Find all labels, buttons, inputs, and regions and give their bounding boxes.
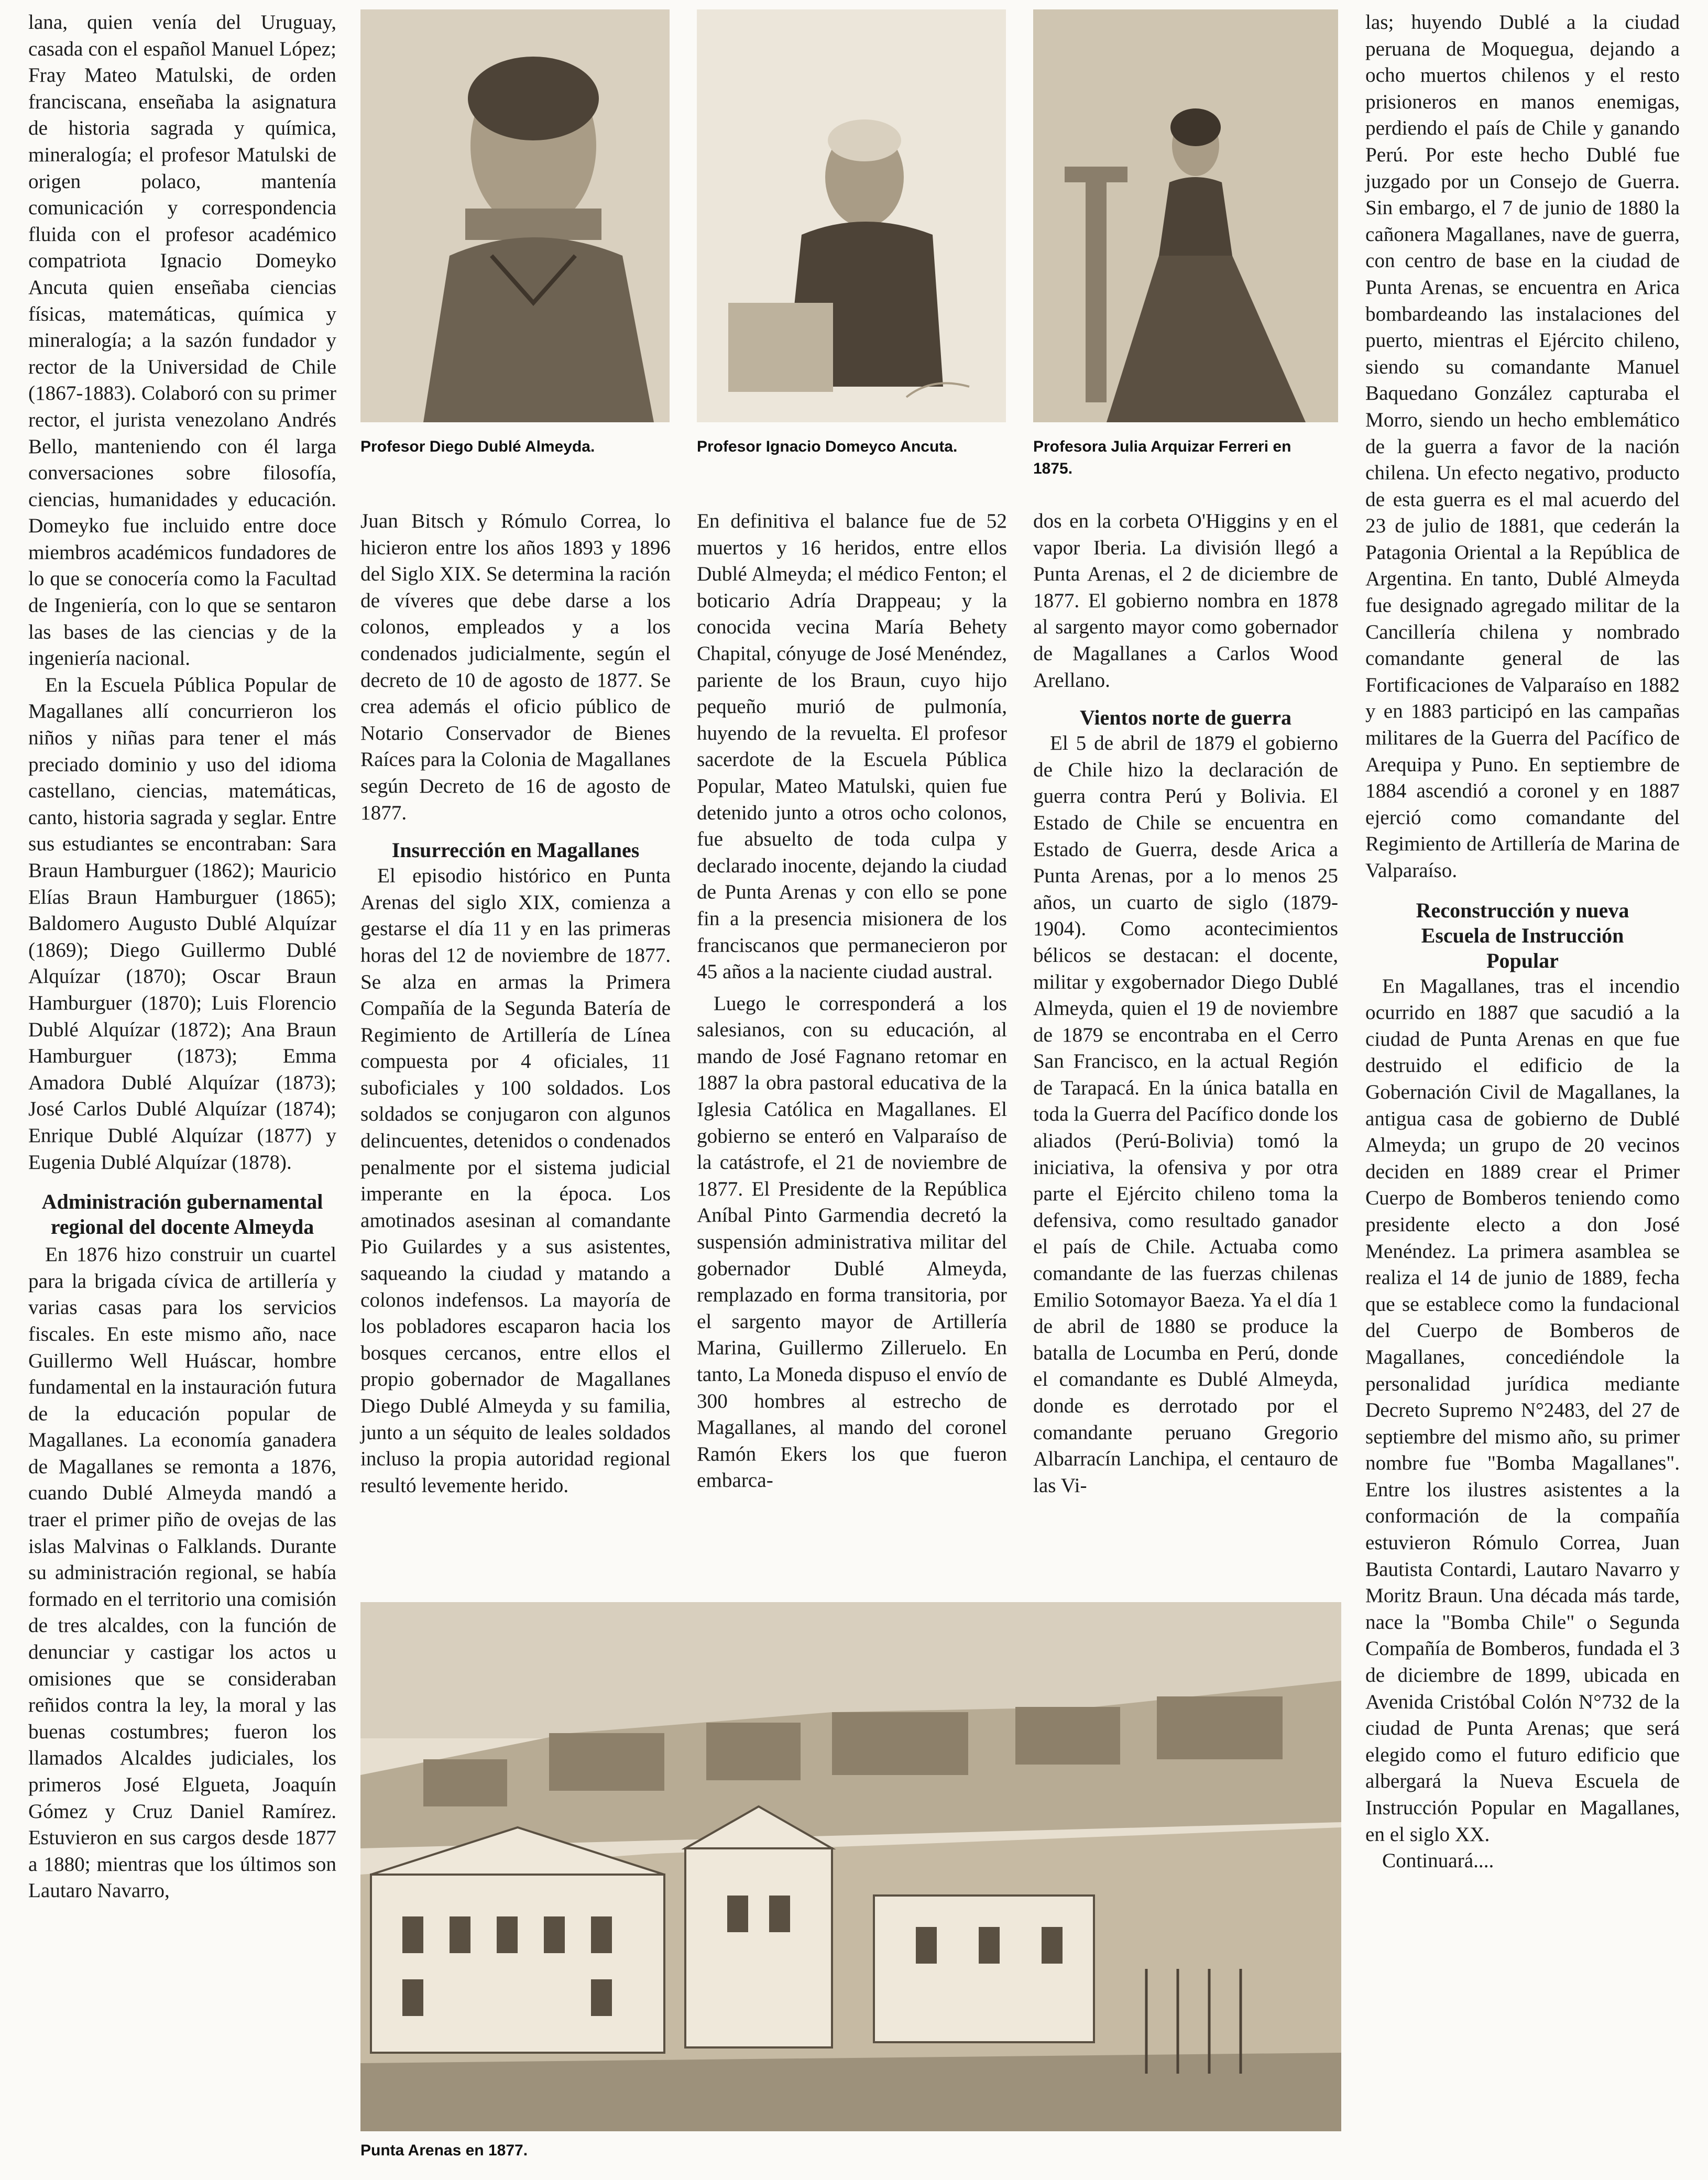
paragraph: En definitiva el balance fue de 52 muertos y 16 heridos, entre ellos Dublé Almeyda; el médico Fenton; el boticario Adría Drappeau; y la conocida vecina María Behety Chapital, cónyuge de José Menéndez, pariente de los Braun, cuyo hijo pequeño murió de pulmonía, huyendo de la revuelta. El profesor sacerdote de la Escuela Pública Popular, Mateo Matulski, quien fue detenido junto a otros ocho colonos, fue absuelto de toda culpa y declarado inocente, dejando la ciudad de Punta Arenas y con ello se pone fin a la presencia misionera de los franciscanos que permanecieron por 45 años a la naciente ciudad austral. [697,510,1007,983]
article-column-1 [28,9,336,1904]
section-heading: Insurrección en Magallanes [391,838,640,862]
article-column-5 [1365,9,1680,1875]
photo-julia-arquizar-ferreri [1033,9,1338,422]
paragraph: Luego le corresponderá a los salesianos, con su educación, al mando de José Fagnano retomar en 1887 la obra pastoral educativa de la Iglesia Católica en Magallanes. El gobierno se enteró en Valparaíso de la catástrofe, el 21 de noviembre de 1877. El Presidente de la República Aníbal Pinto Garmendia decretó la suspensión administrativa militar del gobernador Dublé Almeyda, remplazado en forma transitoria, por el sargento mayor de Artillería Marina, Guillermo Zilleruelo. En tanto, La Moneda dispuso el envío de 300 hombres al estrecho de Magallanes, al mando del coronel Ramón Ekers los que fueron embarca- [697,992,1007,1492]
continuation-note: Continuará.... [1382,1849,1494,1872]
paragraph: las; huyendo Dublé a la ciudad peruana de Moquegua, dejando a ocho muertos chilenos y el resto prisioneros en manos enemigas, perdiendo el país de Chile y ganando Perú. Por este hecho Dublé fue juzgado por un Consejo de Guerra. Sin embargo, el 7 de junio de 1880 la cañonera Magallanes, nave de guerra, con centro de base en la ciudad de Punta Arenas, se encuentra en Arica bombardeando las instalaciones del puerto, mientras el Ejército chileno, siendo su comandante Manuel Baquedano González capturaba el Morro, siendo un hecho emblemático de la guerra a favor de la nación chilena. Un efecto negativo, producto de esta guerra es el mal acuerdo del 23 de julio de 1881, que cederán la Patagonia Oriental a la República de Argentina. En tanto, Dublé Almeyda fue designado agregado militar de la Cancillería chilena y nombrado comandante general de las Fortificaciones de Valparaíso en 1882 y en 1883 participó en las campañas militares de la Guerra del Pacífico de Arequipa y Puno. En septiembre de 1884 ascendió a coronel y en 1887 ejerció como comandante del Regimiento de Artillería de Marina de Valparaíso. [1365,11,1680,882]
photo-diego-duble-almeyda [360,9,670,422]
section-heading: Administración gubernamental regional del docente Almeyda [41,1190,323,1239]
paragraph: dos en la corbeta O'Higgins y en el vapor Iberia. La división llegó a Punta Arenas, el 2 de diciembre de 1877. El gobierno nombra en 1878 al sargento mayor como gobernador de Magallanes a Carlos Wood Arellano. [1033,510,1338,692]
photo-caption: Profesora Julia Arquizar Ferreri en 1875. [1033,438,1291,477]
article-column-4 [1033,508,1338,1499]
section-heading: Vientos norte de guerra [1080,706,1291,730]
paragraph: Juan Bitsch y Rómulo Correa, lo hicieron entre los años 1893 y 1896 del Siglo XIX. Se determina la ración de víveres que debe darse a los colonos, empleados y a los condenados judicialmente, según el decreto de 10 de agosto de 1877. Se crea además el oficio público de Notario Conservador de Bienes Raíces para la Colonia de Magallanes según Decreto de 16 de agosto de 1877. [360,510,671,824]
article-column-2 [360,508,671,1499]
photo-caption: Punta Arenas en 1877. [360,2142,528,2159]
paragraph: El 5 de abril de 1879 el gobierno de Chile hizo la declaración de guerra contra Perú y Bolivia. El Estado de Chile se encuentra en Estado de Guerra, desde Arica a Punta Arenas, por a lo menos 25 años, un cuarto de siglo (1879-1904). Como acontecimientos bélicos se destacan: el docente, militar y exgobernador Diego Dublé Almeyda, quien el 19 de noviembre de 1879 se encontraba en el Cerro San Francisco, en la actual Región de Tarapacá. En la única batalla en toda la Guerra del Pacífico donde los aliados (Perú-Bolivia) tomó la iniciativa, la ofensiva y por otra parte el Ejército chileno toma la defensiva, como resultado ganador el país de Chile. Actuaba como comandante de las fuerzas chilenas Emilio Sotomayor Baeza. Ya el día 1 de abril de 1880 se produce la batalla de Locumba en Perú, donde el comandante es Dublé Almeyda, donde es derrotado por el comandante peruano Gregorio Albarracín Lanchipa, el centauro de las Vi- [1033,732,1338,1497]
paragraph: En Magallanes, tras el incendio ocurrido en 1887 que sacudió a la ciudad de Punta Arenas en que fue destruido el edificio de la Gobernación Civil de Magallanes, la antigua casa de gobierno de Dublé Almeyda; un grupo de 20 vecinos deciden en 1889 crear el Primer Cuerpo de Bomberos teniendo como presidente electo a don José Menéndez. La primera asamblea se realiza el 14 de junio de 1889, fecha que se establece como la fundacional del Cuerpo de Bomberos de Magallanes, concediéndole la personalidad jurídica mediante Decreto Supremo N°2483, del 27 de septiembre del mismo año, su primer nombre fue "Bomba Magallanes". Entre los ilustres asistentes a la conformación de la compañía estuvieron Rómulo Correa, Juan Bautista Contardi, Lautaro Navarro y Moritz Braun. Una década más tarde, nace la "Bomba Chile" o Segunda Compañía de Bomberos, fundada el 3 de diciembre de 1899, ubicada en Avenida Cristóbal Colón N°732 de la ciudad de Punta Arenas; que será elegido como el futuro edificio que albergará la Nueva Escuela de Instrucción Popular en Magallanes, en el siglo XX. [1365,974,1680,1846]
photo-caption: Profesor Ignacio Domeyco Ancuta. [697,438,958,455]
photo-ignacio-domeyko-ancuta [697,9,1006,422]
photo-punta-arenas-1877 [360,1602,1341,2131]
paragraph: En 1876 hizo construir un cuartel para la brigada cívica de artillería y varias casas para los servicios fiscales. En este mismo año, nace Guillermo Well Huáscar, hombre fundamental en la instauración futura de la educación popular de Magallanes. La economía ganadera de Magallanes se remonta a 1876, cuando Dublé Almeyda mandó a traer el primer piño de ovejas de las islas Malvinas o Falklands. Durante su administración regional, se había formado en el territorio una comisión de tres alcaldes, con la función de denunciar y castigar los actos u omisiones que se consideraban reñidos contra la ley, la moral y las buenas costumbres; fueron los llamados Alcaldes judiciales, los primeros José Elgueta, Joaquín Gómez y Cruz Daniel Ramírez. Estuvieron en sus cargos desde 1877 a 1880; mientras que los últimos son Lautaro Navarro, [28,1243,336,1902]
paragraph: El episodio histórico en Punta Arenas del siglo XIX, comienza a gestarse el día 11 y en las primeras horas del 12 de noviembre de 1877. Se alza en armas la Primera Compañía de la Segunda Batería de Regimiento de Artillería de Línea compuesta por 4 oficiales, 11 suboficiales y 100 soldados. Los soldados se conjugaron con algunos delincuentes, detenidos o condenados penalmente por el sistema judicial imperante en la época. Los amotinados asesinan al comandante Pio Guilardes y a sus asistentes, saqueando la ciudad y matando a colonos indefensos. La mayoría de los pobladores escaparon hacia los bosques cercanos, entre ellos el propio gobernador de Magallanes Diego Dublé Almeyda y su familia, junto a un séquito de leales soldados incluso la propia autoridad regional resultó levemente herido. [360,864,671,1497]
article-column-3 [697,508,1007,1494]
paragraph: lana, quien venía del Uruguay, casada con el español Manuel López; Fray Mateo Matulski, de orden franciscana, enseñaba la asignatura de historia sagrada y química, mineralogía; el profesor Matulski de origen polaco, mantenía comunicación y correspondencia fluida con el profesor académico compatriota Ignacio Domeyko Ancuta quien enseñaba ciencias físicas, matemáticas, química y mineralogía; a la sazón fundador y rector de la Universidad de Chile (1867-1883). Colaboró con su primer rector, el jurista venezolano Andrés Bello, manteniendo con él larga conversaciones sobre filosofía, ciencias, humanidades y educación. Domeyko fue incluido entre doce miembros académicos fundadores de lo que se conocería como la Facultad de Ingeniería, con lo que se sentaron las bases de las ciencias y de la ingeniería nacional. [28,11,336,670]
photo-caption: Profesor Diego Dublé Almeyda. [360,438,595,455]
paragraph: En la Escuela Pública Popular de Magallanes allí concurrieron los niños y niñas para tener el más preciado dominio y uso del idioma castellano, ciencias, matemáticas, canto, historia sagrada y seglar. Entre sus estudiantes se encontraban: Sara Braun Hamburguer (1862); Mauricio Elías Braun Hamburguer (1865); Baldomero Augusto Dublé Alquízar (1869); Diego Guillermo Dublé Alquízar (1870); Oscar Braun Hamburguer (1870); Luis Florencio Dublé Alquízar (1872); Ana Braun Hamburguer (1873); Emma Amadora Dublé Alquízar (1873); José Carlos Dublé Alquízar (1874); Enrique Dublé Alquízar (1877) y Eugenia Dublé Alquízar (1878). [28,673,336,1174]
section-heading: Reconstrucción y nueva Escuela de Instrucción Popular [1416,898,1629,972]
